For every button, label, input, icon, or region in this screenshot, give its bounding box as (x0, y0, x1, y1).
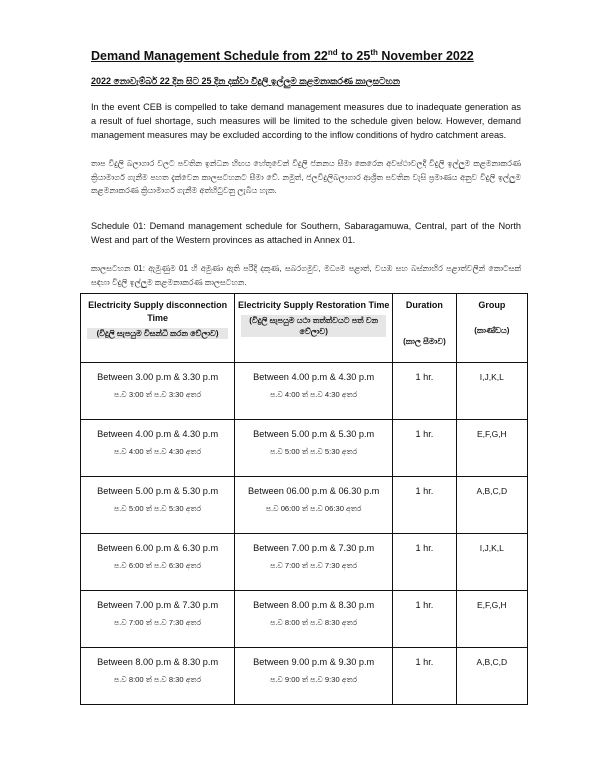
duration-value: 1 hr. (415, 600, 434, 610)
header-label-sinhala: (කාණ්ඩය) (474, 326, 510, 335)
group-value: E,F,G,H (476, 429, 507, 439)
table-header-row (81, 294, 528, 363)
group-value: I,J,K,L (479, 543, 504, 553)
disconnection-cell (81, 591, 235, 648)
title-text-part: November 2022 (377, 49, 474, 64)
restoration-cell (235, 591, 393, 648)
schedule-table (80, 293, 528, 705)
title-text-part: Demand Management Schedule from 22 (91, 49, 328, 64)
restoration-time-en: Between 8.00 p.m & 8.30 p.m (253, 600, 375, 610)
table-row (81, 591, 528, 648)
intro-paragraph-english: In the event CEB is compelled to take demand management measures due to inadequate generation as a result of fuel shortage, such measures will be limited to the schedule given below. However, demand management measures may be excluded according to the inflow conditions of hydro catchment areas. (91, 102, 521, 140)
table-row (81, 477, 528, 534)
duration-value: 1 hr. (415, 429, 434, 439)
table-row (81, 648, 528, 705)
header-label: Electricity Supply disconnection Time (88, 300, 228, 323)
header-label-sinhala: (විදුලි සැපයුම විසන්ධි කරන වේලාව) (87, 328, 228, 339)
disconnection-cell (81, 648, 235, 705)
header-label: Group (478, 300, 506, 310)
restoration-time-en: Between 5.00 p.m & 5.30 p.m (253, 429, 375, 439)
header-label-sinhala: (විදුලි සැපයුම යථා තත්ත්වයට පත් වන වේලාව) (241, 315, 386, 337)
title-text-part: to 25 (337, 49, 371, 64)
disconnection-time-en: Between 7.00 p.m & 7.30 p.m (97, 600, 219, 610)
restoration-cell (235, 363, 393, 420)
disconnection-time-si: ප.ව 7:00 ත් ප.ව 7:30 අතර (114, 618, 202, 627)
restoration-cell (235, 420, 393, 477)
group-cell (456, 477, 527, 534)
duration-value: 1 hr. (415, 372, 434, 382)
schedule-paragraph-english: Schedule 01: Demand management schedule for Southern, Sabaragamuwa, Central, part of the North West and part of the Western provinces as attached in Annex 01. (91, 221, 521, 245)
header-group (456, 294, 527, 363)
restoration-time-en: Between 06.00 p.m & 06.30 p.m (248, 486, 380, 496)
duration-value: 1 hr. (415, 657, 434, 667)
restoration-time-en: Between 9.00 p.m & 9.30 p.m (253, 657, 375, 667)
duration-value: 1 hr. (415, 486, 434, 496)
restoration-time-en: Between 4.00 p.m & 4.30 p.m (253, 372, 375, 382)
restoration-time-en: Between 7.00 p.m & 7.30 p.m (253, 543, 375, 553)
group-cell (456, 591, 527, 648)
header-label: Electricity Supply Restoration Time (238, 300, 390, 310)
disconnection-time-en: Between 4.00 p.m & 4.30 p.m (97, 429, 219, 439)
restoration-cell (235, 648, 393, 705)
header-duration (393, 294, 457, 363)
duration-value: 1 hr. (415, 543, 434, 553)
group-value: E,F,G,H (476, 600, 507, 610)
table-row (81, 420, 528, 477)
group-value: A,B,C,D (476, 657, 508, 667)
restoration-cell (235, 477, 393, 534)
intro-paragraph-sinhala: තාප විදුලි බලාගාර වලට පවතින ඉන්ධන හිඟය හේතුවෙන් විදුලි ජනනය සීමා කෙරෙන අවස්ථාවලදී විදුලි ඉල්ලුම කළමනාකරණ ක්‍රියාමාර්ග ගැනීම පහත දැක්වෙන කාලසටහනට සීමා වේ. නමුත්, ජලවිදුලිබලාගාර ආශ්‍රිත පවතින වැසි ප්‍රමාණය අනුව විදුලි ඉල්ලුම කළමනාකරණ ක්‍රියාමාර්ග ගැනීම අත්හිටුවනු ලැබිය හැක. (91, 159, 521, 195)
restoration-time-si: ප.ව 5:00 ත් ප.ව 5:30 අතර (270, 447, 358, 456)
group-value: I,J,K,L (479, 372, 504, 382)
header-label: Duration (405, 300, 443, 310)
restoration-time-si: ප.ව 7:00 ත් ප.ව 7:30 අතර (270, 561, 358, 570)
group-value: A,B,C,D (476, 486, 508, 496)
disconnection-cell (81, 477, 235, 534)
disconnection-time-si: ප.ව 5:00 ත් ප.ව 5:30 අතර (114, 504, 202, 513)
disconnection-time-en: Between 8.00 p.m & 8.30 p.m (97, 657, 219, 667)
disconnection-time-en: Between 6.00 p.m & 6.30 p.m (97, 543, 219, 553)
table-row (81, 534, 528, 591)
schedule-paragraph-sinhala: කාලසටහන 01: ඇමුණුම 01 හි අමුණා ඇති පරිදි දකුණ, සබරගමුව, මධ්‍යම පළාත්, වයඹ සහ බස්නාහිර පළාත්වලින් කොටසක් සඳහා විදුලි ඉල්ලුම කළමනාකරණ කාලසටහන. (91, 264, 521, 287)
group-cell (456, 534, 527, 591)
table-row (81, 363, 528, 420)
restoration-cell (235, 534, 393, 591)
duration-cell (393, 591, 457, 648)
sinhala-title: 2022 නොවැම්බර් 22 දින සිට 25 දින දක්වා විදුලි ඉල්ලුම කළමනාකරණ කාලසටහන (91, 76, 400, 86)
title-superscript: th (370, 48, 378, 57)
group-cell (456, 648, 527, 705)
group-cell (456, 363, 527, 420)
duration-cell (393, 648, 457, 705)
disconnection-time-en: Between 5.00 p.m & 5.30 p.m (97, 486, 219, 496)
header-disconnection-time (81, 294, 235, 363)
disconnection-time-si: ප.ව 8:00 ත් ප.ව 8:30 අතර (114, 675, 202, 684)
restoration-time-si: ප.ව 9:00 ත් ප.ව 9:30 අතර (270, 675, 358, 684)
disconnection-time-si: ප.ව 3:00 ත් ප.ව 3:30 අතර (114, 390, 202, 399)
disconnection-time-si: ප.ව 6:00 ත් ප.ව 6:30 අතර (114, 561, 202, 570)
header-restoration-time (235, 294, 393, 363)
restoration-time-si: ප.ව 4:00 ත් ප.ව 4:30 අතර (270, 390, 358, 399)
restoration-time-si: ප.ව 06:00 ත් ප.ව 06:30 අතර (265, 504, 362, 513)
restoration-time-si: ප.ව 8:00 ත් ප.ව 8:30 අතර (270, 618, 358, 627)
document-title (91, 48, 474, 63)
header-label-sinhala: (කාල සීමාව) (403, 337, 446, 346)
duration-cell (393, 477, 457, 534)
title-superscript: nd (327, 48, 338, 57)
duration-cell (393, 420, 457, 477)
disconnection-cell (81, 534, 235, 591)
disconnection-time-en: Between 3.00 p.m & 3.30 p.m (97, 372, 219, 382)
disconnection-cell (81, 420, 235, 477)
disconnection-time-si: ප.ව 4:00 ත් ප.ව 4:30 අතර (114, 447, 202, 456)
group-cell (456, 420, 527, 477)
duration-cell (393, 534, 457, 591)
duration-cell (393, 363, 457, 420)
disconnection-cell (81, 363, 235, 420)
